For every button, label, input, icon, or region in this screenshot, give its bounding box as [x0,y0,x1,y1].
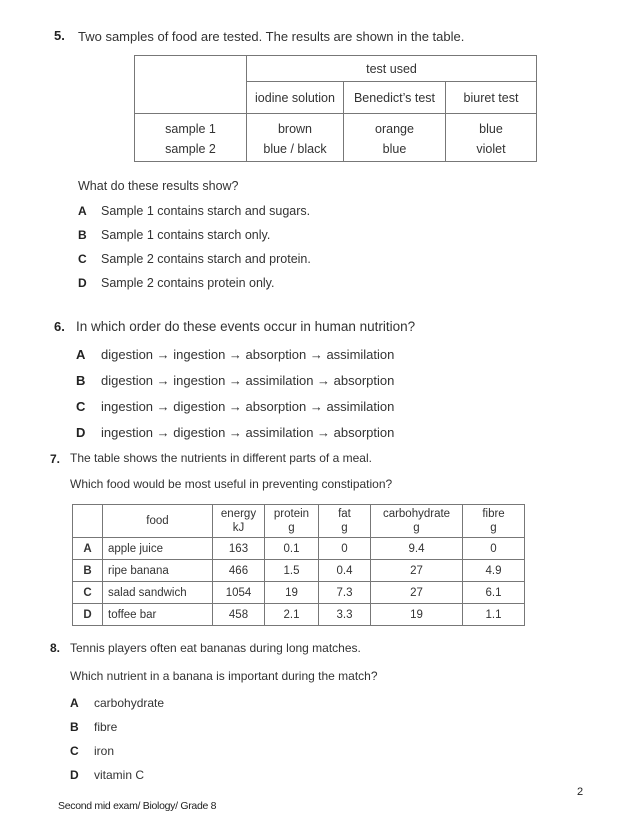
q5-cell: violet [446,138,537,162]
q7-header-line1: carbohydrate [382,508,451,520]
q5-cell: blue [446,114,537,138]
q7-header-unit: g [341,522,348,534]
q5-option-text: Sample 2 contains protein only. [101,276,275,290]
q7-energy: 458 [213,604,265,626]
table-row [135,138,537,162]
q6-option-letter: C [76,399,86,414]
q5-group-header: test used [247,56,537,82]
q7-row-letter: B [73,560,103,582]
q7-carbohydrate: 19 [371,604,463,626]
q7-food: salad sandwich [103,582,213,604]
q7-row-letter: A [73,538,103,560]
q7-food: ripe banana [103,560,213,582]
q7-row-letter: D [73,604,103,626]
q6-option-text: digestion → ingestion → assimilation → absorption [101,373,395,388]
table-row [73,604,525,626]
q7-header-unit: g [413,522,420,534]
q7-fat: 3.3 [319,604,371,626]
q5-number: 5. [54,28,65,43]
q5-cell: brown [247,114,344,138]
q5-option-text: Sample 1 contains starch and sugars. [101,204,311,218]
q7-carbohydrate: 27 [371,582,463,604]
q7-food: toffee bar [103,604,213,626]
q7-protein: 1.5 [265,560,319,582]
q7-header-line1: protein [273,508,310,520]
q7-col-header-protein [265,505,319,538]
q6-number: 6. [54,319,65,334]
q7-energy: 163 [213,538,265,560]
q5-option-letter: C [78,252,87,266]
q6-option-text: ingestion → digestion → absorption → assimilation [101,399,395,414]
q7-header-line1: energy [220,508,257,520]
q5-col-header: iodine solution [247,82,344,114]
q7-protein: 2.1 [265,604,319,626]
q7-header-unit: g [490,522,497,534]
q7-fat: 7.3 [319,582,371,604]
q7-col-header-carbohydrate [371,505,463,538]
q8-number: 8. [50,641,61,655]
q5-cell: blue [344,138,446,162]
q7-carbohydrate: 9.4 [371,538,463,560]
q5-col-header: biuret test [446,82,537,114]
q5-text: Two samples of food are tested. The results are shown in the table. [78,29,465,44]
q8-option-text: vitamin C [94,768,145,782]
q5-option-letter: B [78,228,87,242]
page-footer: Second mid exam/ Biology/ Grade 8 [58,800,217,812]
q7-prompt: Which food would be most useful in preventing constipation? [70,477,393,491]
q8-prompt: Which nutrient in a banana is important during the match? [70,669,378,683]
q7-empty-header-cell [73,505,103,538]
q5-option-letter: D [78,276,87,290]
q6-option-letter: D [76,425,86,440]
q8-option-letter: A [70,696,79,710]
q7-energy: 466 [213,560,265,582]
q7-header-line1: food [146,515,169,527]
table-row [73,560,525,582]
table-row [73,538,525,560]
q7-fat: 0 [319,538,371,560]
q5-col-header: Benedict’s test [344,82,446,114]
q7-header-line1: fibre [482,508,505,520]
q8-option-text: carbohydrate [94,696,165,710]
q8-option-text: fibre [94,720,118,734]
q7-text: The table shows the nutrients in different parts of a meal. [70,451,372,465]
q6-text: In which order do these events occur in human nutrition? [76,319,416,334]
q7-col-header-energy [213,505,265,538]
q7-protein: 0.1 [265,538,319,560]
table-row [135,114,537,138]
q7-fibre: 0 [463,538,525,560]
q7-col-header-food [103,505,213,538]
q6-option-letter: B [76,373,86,388]
q7-row-letter: C [73,582,103,604]
q7-protein: 19 [265,582,319,604]
q5-prompt: What do these results show? [78,179,239,193]
q6-option-text: digestion → ingestion → absorption → assimilation [101,347,395,362]
q7-carbohydrate: 27 [371,560,463,582]
q7-fat: 0.4 [319,560,371,582]
q5-option-text: Sample 2 contains starch and protein. [101,252,311,266]
q8-option-letter: C [70,744,79,758]
q7-col-header-fat [319,505,371,538]
page-number: 2 [577,786,584,798]
q5-option-text: Sample 1 contains starch only. [101,228,271,242]
q7-header-unit: kJ [232,522,245,534]
q5-option-letter: A [78,204,87,218]
q7-food: apple juice [103,538,213,560]
q6-option-text: ingestion → digestion → assimilation → absorption [101,425,395,440]
q6-option-letter: A [76,347,86,362]
q7-col-header-fibre [463,505,525,538]
q7-fibre: 6.1 [463,582,525,604]
q5-row-label: sample 2 [135,138,247,162]
q8-text: Tennis players often eat bananas during long matches. [70,641,361,655]
q5-cell: blue / black [247,138,344,162]
q5-row-label: sample 1 [135,114,247,138]
q5-results-table [134,55,537,162]
q8-option-letter: D [70,768,79,782]
q7-fibre: 4.9 [463,560,525,582]
q7-header-unit: g [288,522,295,534]
q5-empty-header-cell [135,56,247,114]
q7-nutrient-table [72,504,525,626]
q7-energy: 1054 [213,582,265,604]
q7-fibre: 1.1 [463,604,525,626]
q8-option-letter: B [70,720,79,734]
q5-cell: orange [344,114,446,138]
table-row [73,582,525,604]
q8-option-text: iron [94,744,115,758]
q7-number: 7. [50,452,61,466]
q7-header-line1: fat [338,508,351,520]
